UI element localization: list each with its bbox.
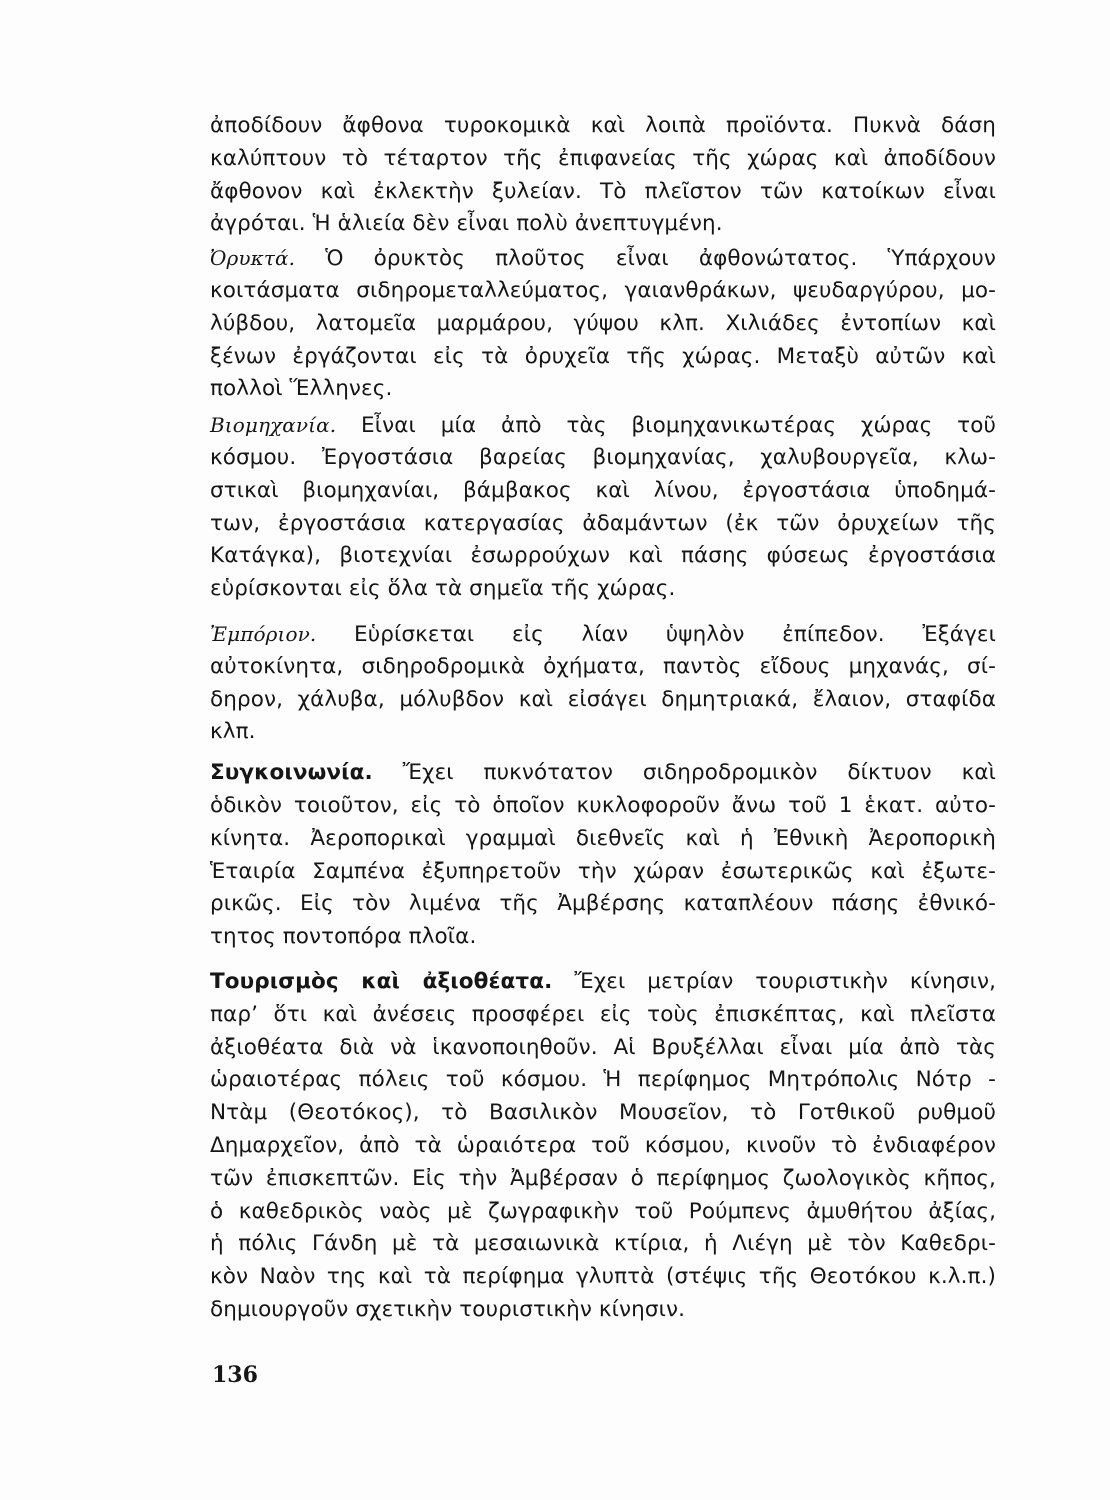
line-text: Δημαρχεῖον, ἀπὸ τὰ ὡραιότερα τοῦ κόσμου, κινοῦν τὸ ἐνδιαφέρον: [210, 1132, 996, 1158]
text-line: [210, 1032, 996, 1065]
text-line: [210, 442, 996, 475]
line-text: ἄφθονον καὶ ἐκλεκτὴν ξυλείαν. Τὸ πλεῖστον τῶν κατοίκων εἶναι: [210, 178, 996, 204]
page-body: [210, 110, 996, 1327]
line-text: Κατάγκα), βιοτεχνίαι ἐσωρρούχων καὶ πάσης φύσεως ἐργοστάσια: [210, 543, 996, 569]
line-text: Ντὰμ (Θεοτόκος), τὸ Βασιλικὸν Μουσεῖον, τὸ Γοτθικοῦ ρυθμοῦ: [210, 1100, 996, 1126]
paragraph: [210, 110, 996, 241]
text-line: [210, 373, 996, 406]
page-number: 136: [212, 1362, 258, 1388]
text-line: [210, 242, 996, 275]
text-line: [210, 540, 996, 573]
line-text: κλπ.: [210, 719, 256, 745]
text-line: [210, 1228, 996, 1261]
paragraph: [210, 409, 996, 606]
section-heading: Ἐμπόριον.: [210, 621, 317, 646]
line-text: ἡ πόλις Γάνδη μὲ τὰ μεσαιωνικὰ κτίρια, ἡ Λιέγη μὲ τὸν Καθεδρι-: [210, 1231, 996, 1257]
line-text: ὁ καθεδρικὸς ναὸς μὲ ζωγραφικὴν τοῦ Ρούμπενς ἀμυθήτου ἀξίας,: [210, 1198, 996, 1224]
line-text: λύβδου, λατομεῖα μαρμάρου, γύψου κλπ. Χιλιάδες ἐντοπίων καὶ: [210, 310, 996, 336]
text-line: [210, 757, 996, 790]
line-text: των, ἐργοστάσια κατεργασίας ἀδαμάντων (ἐκ τῶν ὀρυχείων τῆς: [210, 510, 996, 536]
line-text: κὸν Ναὸν της καὶ τὰ περίφημα γλυπτὰ (στέψις τῆς Θεοτόκου κ.λ.π.): [210, 1264, 996, 1290]
text-line: [210, 275, 996, 308]
line-text: ἀξιοθέατα διὰ νὰ ἱκανοποιηθοῦν. Αἱ Βρυξέλλαι εἶναι μία ἀπὸ τὰς: [210, 1034, 996, 1060]
text-line: [210, 409, 996, 442]
line-text: Ἔχει πυκνότατον σιδηροδρομικὸν δίκτυον καὶ: [402, 760, 996, 786]
line-text: ἀποδίδουν ἄφθονα τυροκομικὰ καὶ λοιπὰ προϊόντα. Πυκνὰ δάση: [210, 113, 996, 138]
text-line: [210, 1196, 996, 1229]
paragraph: [210, 966, 996, 1327]
section-heading: Ὀρυκτά.: [210, 246, 296, 271]
line-text: παρ’ ὅτι καὶ ἀνέσεις προσφέρει εἰς τοὺς ἐπισκέπτας, καὶ πλεῖστα: [210, 1001, 996, 1027]
text-line: [210, 888, 996, 921]
line-text: Ὁ ὀρυκτὸς πλοῦτος εἶναι ἀφθονώτατος. Ὑπάρχουν: [325, 246, 996, 272]
text-line: [210, 618, 996, 651]
text-line: [210, 1261, 996, 1294]
section-heading: Τουρισμὸς καὶ ἀξιοθέατα.: [210, 968, 553, 994]
line-text: κόσμου. Ἐργοστάσια βαρείας βιομηχανίας, χαλυβουργεῖα, κλω-: [210, 444, 996, 470]
line-text: ρικῶς. Εἰς τὸν λιμένα τῆς Ἀμβέρσης καταπλέουν πάσης ἐθνικό-: [210, 891, 996, 917]
text-line: [210, 684, 996, 717]
text-line: [210, 508, 996, 541]
section-heading: Συγκοινωνία.: [210, 760, 373, 786]
paragraph: [210, 618, 996, 749]
line-text: εὑρίσκονται εἰς ὅλα τὰ σημεῖα τῆς χώρας.: [210, 576, 676, 602]
text-line: [210, 921, 996, 954]
text-line: [210, 856, 996, 889]
line-text: στικαὶ βιομηχανίαι, βάμβακος καὶ λίνου, ἐργοστάσια ὑποδημά-: [210, 477, 996, 503]
line-text: ἀγρόται. Ἡ ἁλιεία δὲν εἶναι πολὺ ἀνεπτυγμένη.: [210, 211, 723, 237]
text-line: [210, 1130, 996, 1163]
text-line: [210, 475, 996, 508]
line-text: τῶν ἐπισκεπτῶν. Εἰς τὴν Ἀμβέρσαν ὁ περίφημος ζωολογικὸς κῆπος,: [210, 1165, 996, 1191]
text-line: [210, 308, 996, 341]
paragraph: [210, 242, 996, 406]
line-text: Εἶναι μία ἀπὸ τὰς βιομηχανικωτέρας χώρας τοῦ: [361, 413, 997, 439]
text-line: [210, 176, 996, 209]
line-text: Εὑρίσκεται εἰς λίαν ὑψηλὸν ἐπίπεδον. Ἐξάγει: [354, 621, 997, 647]
text-line: [210, 823, 996, 856]
line-text: δηρον, χάλυβα, μόλυβδον καὶ εἰσάγει δημητριακά, ἔλαιον, σταφίδα: [210, 686, 996, 712]
line-text: δημιουργοῦν σχετικὴν τουριστικὴν κίνησιν.: [210, 1296, 686, 1322]
line-text: πολλοὶ Ἕλληνες.: [210, 376, 393, 402]
text-line: [210, 341, 996, 374]
line-text: ὡραιοτέρας πόλεις τοῦ κόσμου. Ἡ περίφημος Μητρόπολις Νότρ -: [210, 1067, 996, 1093]
text-line: [210, 651, 996, 684]
text-line: [210, 143, 996, 176]
text-line: [210, 573, 996, 606]
text-line: [210, 110, 996, 143]
text-line: [210, 966, 996, 999]
line-text: κοιτάσματα σιδηρομεταλλεύματος, γαιανθράκων, ψευδαργύρου, μο-: [210, 277, 996, 303]
section-heading: Βιομηχανία.: [210, 413, 337, 438]
paragraph: [210, 757, 996, 954]
line-text: Ἔχει μετρίαν τουριστικὴν κίνησιν,: [574, 968, 997, 994]
line-text: ὁδικὸν τοιοῦτον, εἰς τὸ ὁποῖον κυκλοφοροῦν ἄνω τοῦ 1 ἑκατ. αὐτο-: [210, 792, 996, 818]
text-line: [210, 790, 996, 823]
text-line: [210, 716, 996, 749]
line-text: κίνητα. Ἀεροπορικαὶ γραμμαὶ διεθνεῖς καὶ ἡ Ἐθνικὴ Ἀεροπορικὴ: [210, 825, 996, 851]
text-line: [210, 1294, 996, 1327]
text-line: [210, 1097, 996, 1130]
text-line: [210, 208, 996, 241]
line-text: ξένων ἐργάζονται εἰς τὰ ὀρυχεῖα τῆς χώρας. Μεταξὺ αὐτῶν καὶ: [210, 343, 996, 369]
line-text: καλύπτουν τὸ τέταρτον τῆς ἐπιφανείας τῆς χώρας καὶ ἀποδίδουν: [210, 145, 996, 171]
line-text: Ἑταιρία Σαμπένα ἐξυπηρετοῦν τὴν χώραν ἐσωτερικῶς καὶ ἐξωτε-: [210, 858, 996, 884]
line-text: αὐτοκίνητα, σιδηροδρομικὰ ὀχήματα, παντὸς εἴδους μηχανάς, σί-: [210, 653, 996, 679]
line-text: τητος ποντοπόρα πλοῖα.: [210, 924, 477, 950]
text-line: [210, 999, 996, 1032]
text-line: [210, 1163, 996, 1196]
text-line: [210, 1064, 996, 1097]
